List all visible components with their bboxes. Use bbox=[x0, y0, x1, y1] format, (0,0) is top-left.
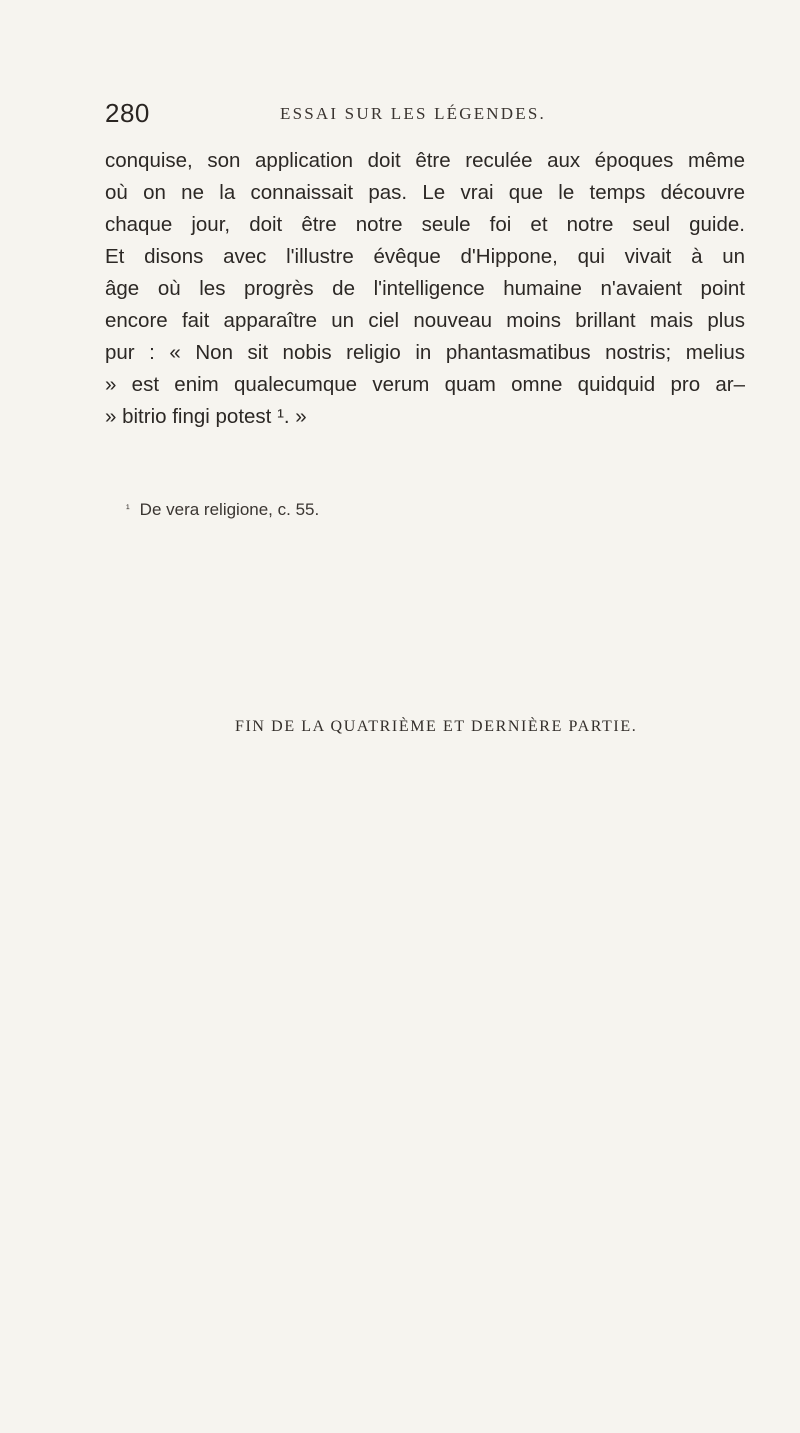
footnote bbox=[126, 500, 319, 520]
footnote-text: De vera religione, c. 55. bbox=[139, 500, 320, 519]
running-title: ESSAI SUR LES LÉGENDES. bbox=[280, 104, 546, 123]
page-number: 280 bbox=[105, 98, 150, 128]
text-line: pur : « Non sit nobis religio in phantasmatibus nostris; melius bbox=[105, 341, 745, 364]
text-line: conquise, son application doit être reculée aux époques même bbox=[105, 149, 745, 172]
page-header bbox=[105, 98, 745, 138]
text-line: » bitrio fingi potest ¹. » bbox=[105, 405, 307, 428]
end-colophon: FIN DE LA QUATRIÈME ET DERNIÈRE PARTIE. bbox=[235, 718, 638, 735]
text-line: âge où les progrès de l'intelligence humaine n'avaient point bbox=[105, 277, 745, 300]
text-line: chaque jour, doit être notre seule foi et notre seul guide. bbox=[105, 213, 745, 236]
text-line: encore fait apparaître un ciel nouveau moins brillant mais plus bbox=[105, 309, 745, 332]
text-line: Et disons avec l'illustre évêque d'Hippone, qui vivait à un bbox=[105, 245, 745, 268]
text-line: » est enim qualecumque verum quam omne quidquid pro ar– bbox=[105, 373, 745, 396]
footnote-marker: ¹ bbox=[126, 503, 130, 515]
text-line: où on ne la connaissait pas. Le vrai que le temps découvre bbox=[105, 181, 745, 204]
main-text bbox=[105, 145, 745, 433]
